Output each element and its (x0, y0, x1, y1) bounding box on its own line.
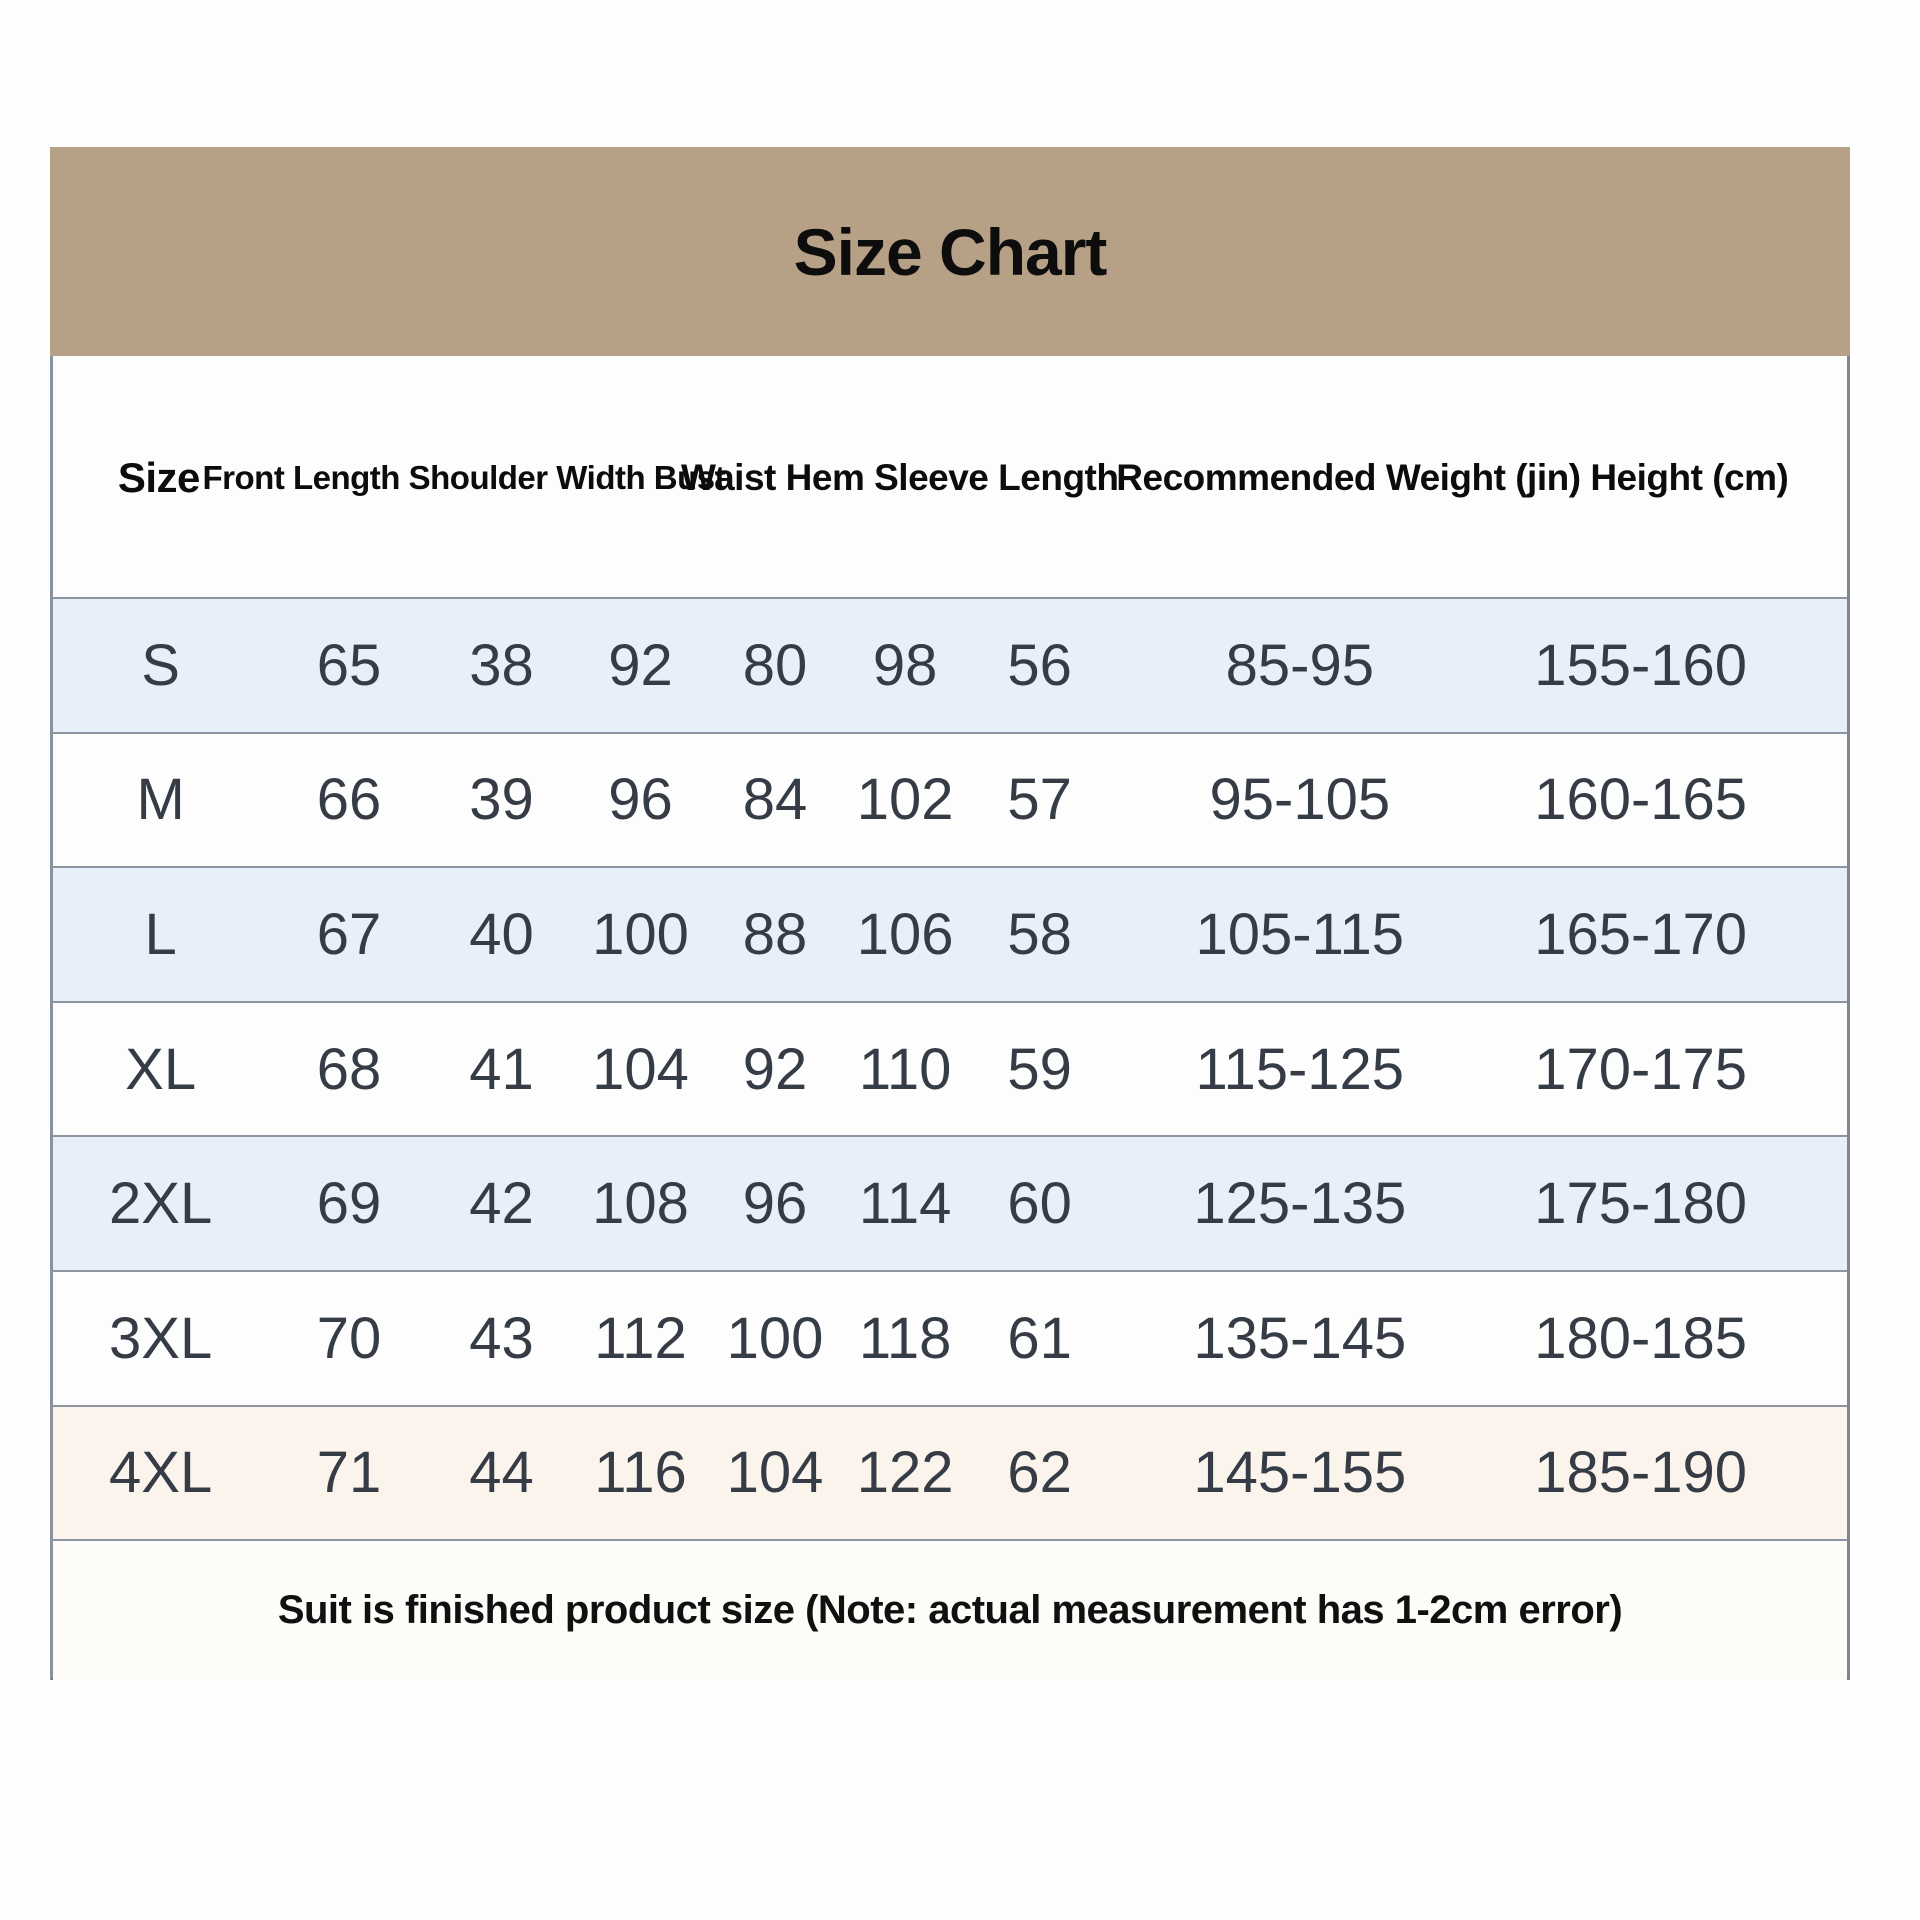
cell-waist: 80 (742, 632, 808, 698)
cell-sleeve-length: 57 (1007, 767, 1072, 833)
header-waist-hem-sleeve-length: Waist Hem Sleeve Length (681, 457, 1119, 498)
cell-shoulder-width: 43 (469, 1305, 534, 1371)
cell-waist: 100 (726, 1305, 824, 1371)
cell-size: S (141, 632, 180, 698)
cell-shoulder-width: 42 (469, 1171, 534, 1237)
cell-height: 160-165 (1534, 767, 1748, 833)
cell-shoulder-width: 38 (469, 632, 534, 698)
table-row-m (53, 732, 1847, 867)
cell-shoulder-width: 44 (469, 1440, 534, 1506)
cell-front-length: 69 (316, 1171, 382, 1237)
table-header-row (53, 356, 1847, 597)
cell-waist: 84 (742, 767, 808, 833)
cell-size: L (144, 901, 177, 967)
cell-shoulder-width: 39 (469, 767, 534, 833)
cell-hem: 106 (856, 901, 954, 967)
cell-height: 170-175 (1534, 1036, 1748, 1102)
size-chart-table (50, 356, 1850, 1680)
cell-hem: 118 (858, 1305, 952, 1371)
cell-sleeve-length: 60 (1007, 1171, 1072, 1237)
cell-weight: 125-135 (1193, 1171, 1407, 1237)
header-size: Size (117, 454, 200, 501)
cell-front-length: 67 (316, 901, 382, 967)
table-footer-note-row (53, 1539, 1847, 1680)
cell-bust: 104 (592, 1036, 689, 1102)
cell-size: 4XL (109, 1440, 213, 1506)
cell-sleeve-length: 59 (1007, 1036, 1072, 1102)
cell-front-length: 70 (316, 1305, 382, 1371)
table-row-2xl (53, 1135, 1847, 1270)
cell-sleeve-length: 56 (1007, 632, 1072, 698)
cell-height: 155-160 (1534, 632, 1748, 698)
cell-hem: 98 (872, 632, 938, 698)
cell-hem: 110 (858, 1036, 952, 1102)
cell-front-length: 66 (316, 767, 382, 833)
cell-hem: 114 (858, 1171, 952, 1237)
table-row-xl (53, 1001, 1847, 1136)
cell-bust: 112 (594, 1305, 687, 1371)
size-chart-banner (50, 147, 1850, 356)
cell-size: XL (125, 1036, 197, 1102)
cell-height: 165-170 (1534, 901, 1748, 967)
cell-shoulder-width: 41 (469, 1036, 534, 1102)
cell-size: 2XL (109, 1171, 213, 1237)
cell-sleeve-length: 61 (1007, 1305, 1072, 1371)
cell-waist: 96 (742, 1171, 808, 1237)
footer-note: Suit is finished product size (Note: actual measurement has 1-2cm error) (277, 1588, 1623, 1633)
cell-height: 180-185 (1534, 1305, 1748, 1371)
header-recommended-weight-height: Recommended Weight (jin) Height (cm) (1116, 457, 1789, 498)
table-body (53, 597, 1847, 1539)
cell-bust: 96 (608, 767, 673, 833)
table-row-4xl (53, 1405, 1847, 1540)
cell-bust: 108 (592, 1171, 689, 1237)
cell-bust: 116 (594, 1440, 687, 1506)
cell-weight: 135-145 (1193, 1305, 1407, 1371)
table-row-l (53, 866, 1847, 1001)
cell-waist: 92 (742, 1036, 808, 1102)
page-title: Size Chart (793, 214, 1107, 289)
cell-weight: 95-105 (1209, 767, 1391, 833)
cell-waist: 104 (726, 1440, 824, 1506)
cell-front-length: 71 (316, 1440, 382, 1506)
cell-bust: 100 (592, 901, 689, 967)
cell-front-length: 68 (316, 1036, 382, 1102)
cell-hem: 102 (856, 767, 954, 833)
table-row-s (53, 597, 1847, 732)
cell-sleeve-length: 62 (1007, 1440, 1072, 1506)
cell-weight: 85-95 (1225, 632, 1374, 698)
cell-weight: 115-125 (1195, 1036, 1405, 1102)
cell-waist: 88 (742, 901, 808, 967)
cell-sleeve-length: 58 (1007, 901, 1072, 967)
cell-hem: 122 (856, 1440, 954, 1506)
cell-front-length: 65 (316, 632, 382, 698)
cell-weight: 105-115 (1195, 901, 1405, 967)
cell-bust: 92 (608, 632, 673, 698)
cell-height: 185-190 (1534, 1440, 1748, 1506)
cell-size: 3XL (109, 1305, 213, 1371)
cell-size: M (136, 767, 185, 833)
header-front-length-shoulder-width-bust: Front Length Shoulder Width Bust (202, 459, 726, 496)
cell-shoulder-width: 40 (469, 901, 534, 967)
table-row-3xl (53, 1270, 1847, 1405)
cell-weight: 145-155 (1193, 1440, 1407, 1506)
cell-height: 175-180 (1534, 1171, 1748, 1237)
